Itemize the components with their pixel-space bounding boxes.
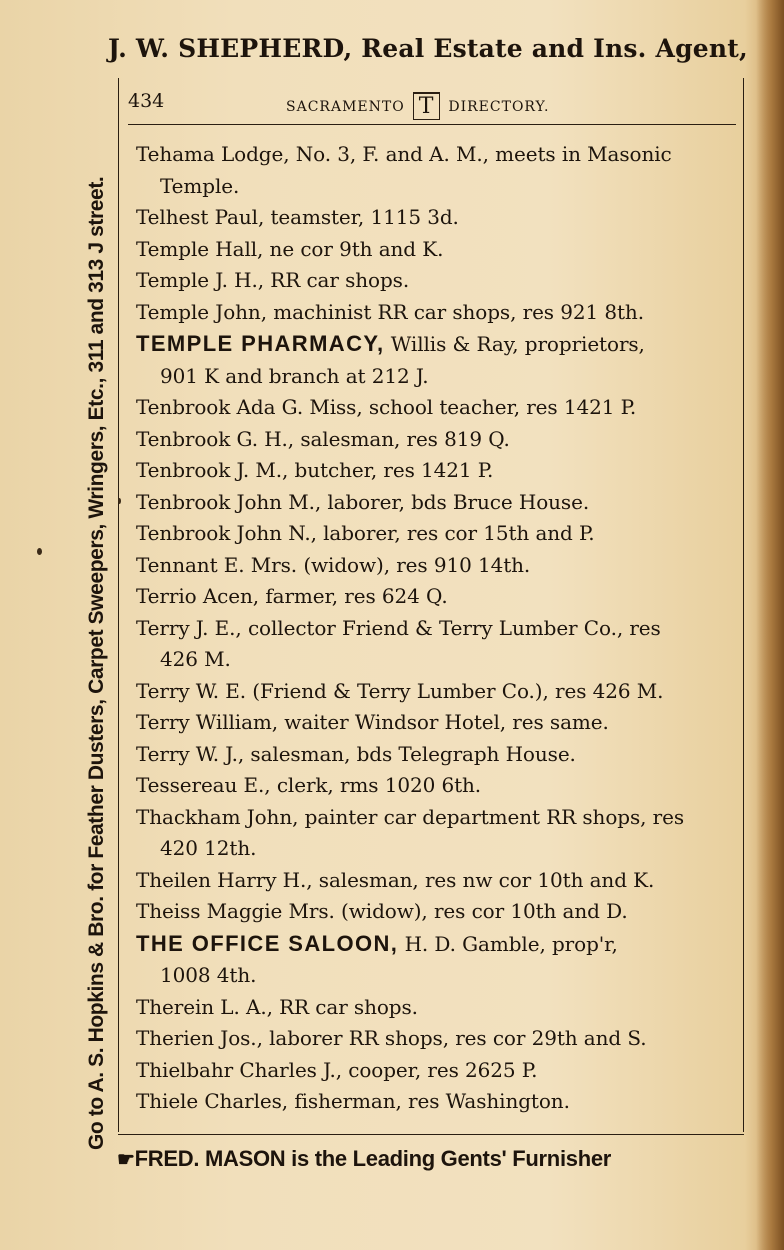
directory-entry (136, 328, 738, 361)
entry-text: 901 K and branch at 212 J. (160, 363, 429, 388)
entry-text: Therien Jos., laborer RR shops, res cor 29th and S. (136, 1026, 647, 1050)
directory-entries (136, 139, 738, 1118)
directory-entry (136, 865, 738, 897)
entry-text: H. D. Gamble, prop'r, (398, 931, 618, 956)
directory-entry (136, 1086, 738, 1118)
bottom-rule (118, 1134, 744, 1135)
entry-text: Tenbrook G. H., salesman, res 819 Q. (136, 426, 510, 451)
directory-entry (136, 455, 738, 487)
entry-text: Thielbahr Charles J., cooper, res 2625 P. (136, 1057, 538, 1082)
directory-entry (136, 802, 738, 834)
directory-entry (136, 581, 738, 613)
directory-entry (136, 518, 738, 550)
directory-entry (136, 550, 738, 582)
directory-entry (136, 770, 738, 802)
directory-entry (136, 739, 738, 771)
entry-text: Tenbrook John M., laborer, bds Bruce House. (136, 489, 590, 514)
directory-entry (136, 392, 738, 424)
section-letter: T (413, 92, 441, 120)
entry-text: Temple J. H., RR car shops. (136, 268, 410, 292)
directory-entry (136, 424, 738, 456)
entry-text: Tehama Lodge, No. 3, F. and A. M., meets in Masonic (136, 142, 672, 166)
bottom-advertisement (117, 1146, 757, 1172)
entry-text: Terry J. E., collector Friend & Terry Lumber Co., res (136, 615, 661, 640)
entry-text: Willis & Ray, proprietors, (384, 332, 645, 356)
entry-text: Theiss Maggie Mrs. (widow), res cor 10th and D. (136, 899, 628, 923)
bottom-advertisement-text: FRED. MASON is the Leading Gents' Furnisher (134, 1146, 612, 1171)
header-right-word: DIRECTORY. (448, 99, 550, 115)
entry-text: 1008 4th. (160, 963, 257, 987)
directory-entry-continuation (136, 361, 738, 393)
entry-text: Temple John, machinist RR car shops, res 921 8th. (136, 299, 644, 324)
header-title (286, 92, 549, 117)
business-name: TEMPLE PHARMACY, (136, 331, 385, 356)
business-name: THE OFFICE SALOON, (136, 930, 399, 956)
directory-entry (136, 928, 738, 961)
entry-text: Temple Hall, ne cor 9th and K. (136, 236, 444, 261)
side-advertisement: Go to A. S. Hopkins & Bro. for Feather Dusters, Carpet Sweepers, Wringers, Etc., 311 and 313 J street. (85, 176, 108, 1150)
ink-spot (118, 498, 121, 504)
directory-entry (136, 1055, 738, 1087)
entry-text: 420 12th. (160, 836, 257, 860)
directory-entry (136, 297, 738, 329)
directory-entry-continuation (136, 833, 738, 865)
entry-text: Tessereau E., clerk, rms 1020 6th. (136, 773, 482, 797)
directory-entry-continuation (136, 171, 738, 203)
directory-entry (136, 139, 738, 171)
directory-entry (136, 487, 738, 519)
directory-entry-continuation (136, 960, 738, 992)
directory-entry (136, 896, 738, 928)
entry-text: Tenbrook John N., laborer, res cor 15th and P. (136, 521, 595, 545)
entry-text: Thackham John, painter car department RR shops, res (136, 804, 685, 829)
entry-text: Telhest Paul, teamster, 1115 3d. (136, 205, 459, 229)
entry-text: Terry W. J., salesman, bds Telegraph House. (136, 741, 576, 766)
header-rule (128, 124, 736, 125)
directory-entry-continuation (136, 644, 738, 676)
entry-text: Terry William, waiter Windsor Hotel, res same. (136, 710, 609, 734)
entry-text: Tennant E. Mrs. (widow), res 910 14th. (136, 552, 531, 577)
page-edge (756, 0, 784, 1250)
entry-text: Temple. (160, 173, 240, 198)
running-header (128, 88, 738, 118)
directory-entry (136, 202, 738, 234)
directory-entry (136, 1023, 738, 1055)
page-number: 434 (128, 90, 165, 112)
directory-entry (136, 992, 738, 1024)
directory-entry (136, 234, 738, 266)
directory-entry (136, 613, 738, 645)
entry-text: Therein L. A., RR car shops. (136, 994, 418, 1019)
entry-text: Tenbrook J. M., butcher, res 1421 P. (136, 458, 494, 482)
header-left-word: SACRAMENTO (286, 99, 405, 115)
directory-entry (136, 676, 738, 708)
entry-text: Thiele Charles, fisherman, res Washington. (136, 1089, 570, 1113)
directory-entry (136, 707, 738, 739)
entry-text: 426 M. (160, 647, 231, 671)
entry-text: Terry W. E. (Friend & Terry Lumber Co.), res 426 M. (136, 678, 664, 703)
entry-text: Theilen Harry H., salesman, res nw cor 10th and K. (136, 867, 655, 892)
entry-text: Tenbrook Ada G. Miss, school teacher, res 1421 P. (136, 395, 637, 419)
entry-text: Terrio Acen, farmer, res 624 Q. (136, 584, 448, 608)
directory-entry (136, 265, 738, 297)
ink-spot (37, 548, 42, 555)
pointing-hand-icon: ☛ (117, 1149, 135, 1171)
top-advertisement: J. W. SHEPHERD, Real Estate and Ins. Agent, (108, 34, 748, 63)
